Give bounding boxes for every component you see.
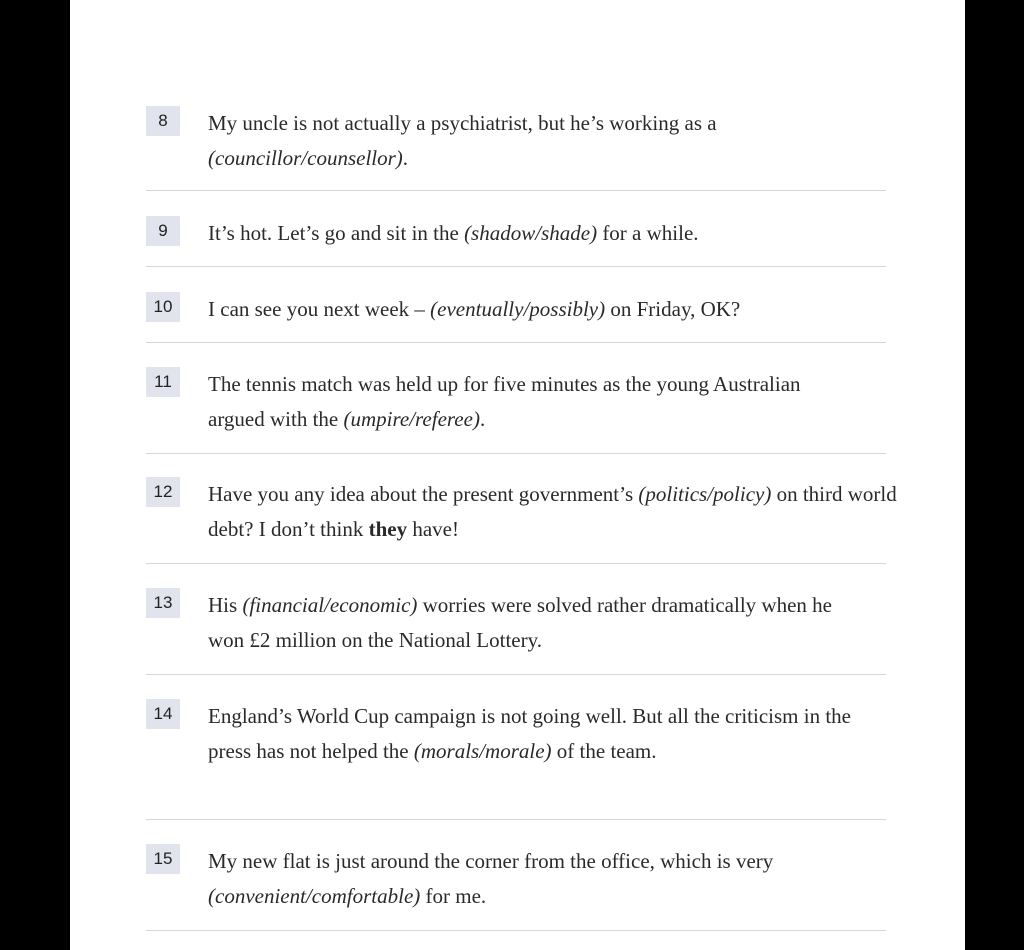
item-sentence: Have you any idea about the present government’s (politics/policy) on third world debt? I don’t think they have! [208, 482, 897, 541]
word-choice: (umpire/referee) [343, 407, 480, 431]
exercise-item-14 [146, 699, 886, 820]
word-choice: (convenient/comfortable) [208, 884, 421, 908]
exercise-item-12 [146, 477, 897, 564]
word-choice: (morals/morale) [413, 739, 552, 763]
word-choice: (eventually/possibly) [430, 297, 606, 321]
word-choice: (financial/economic) [242, 593, 418, 617]
exercise-item-13 [146, 588, 886, 675]
word-choice: (politics/policy) [638, 482, 772, 506]
item-number: 13 [146, 588, 180, 618]
item-number: 8 [146, 106, 180, 136]
item-number: 14 [146, 699, 180, 729]
exercise-item-11 [146, 367, 886, 454]
item-number: 11 [146, 367, 180, 397]
item-number: 10 [146, 292, 180, 322]
exercise-item-8 [146, 106, 886, 191]
emphasis-they: they [368, 517, 408, 541]
item-sentence: I can see you next week – (eventually/possibly) on Friday, OK? [208, 297, 741, 321]
item-sentence: My uncle is not actually a psychiatrist, but he’s working as a (councillor/counsellor). [208, 111, 717, 170]
page [70, 0, 965, 950]
item-sentence: It’s hot. Let’s go and sit in the (shadow/shade) for a while. [208, 221, 699, 245]
item-number: 9 [146, 216, 180, 246]
exercise-item-10 [146, 292, 886, 343]
item-sentence: The tennis match was held up for five minutes as the young Australian argued with the (umpire/referee). [208, 372, 801, 431]
word-choice: (shadow/shade) [464, 221, 598, 245]
word-choice: (councillor/counsellor) [208, 146, 403, 170]
item-sentence: My new flat is just around the corner from the office, which is very (convenient/comfortable) for me. [208, 849, 774, 908]
exercise-item-15 [146, 844, 886, 931]
exercise-item-9 [146, 216, 886, 267]
item-sentence: His (financial/economic) worries were solved rather dramatically when he won £2 million on the National Lottery. [208, 593, 832, 652]
item-sentence: England’s World Cup campaign is not going well. But all the criticism in the press has not helped the (morals/morale) of the team. [208, 704, 852, 763]
item-number: 12 [146, 477, 180, 507]
item-number: 15 [146, 844, 180, 874]
